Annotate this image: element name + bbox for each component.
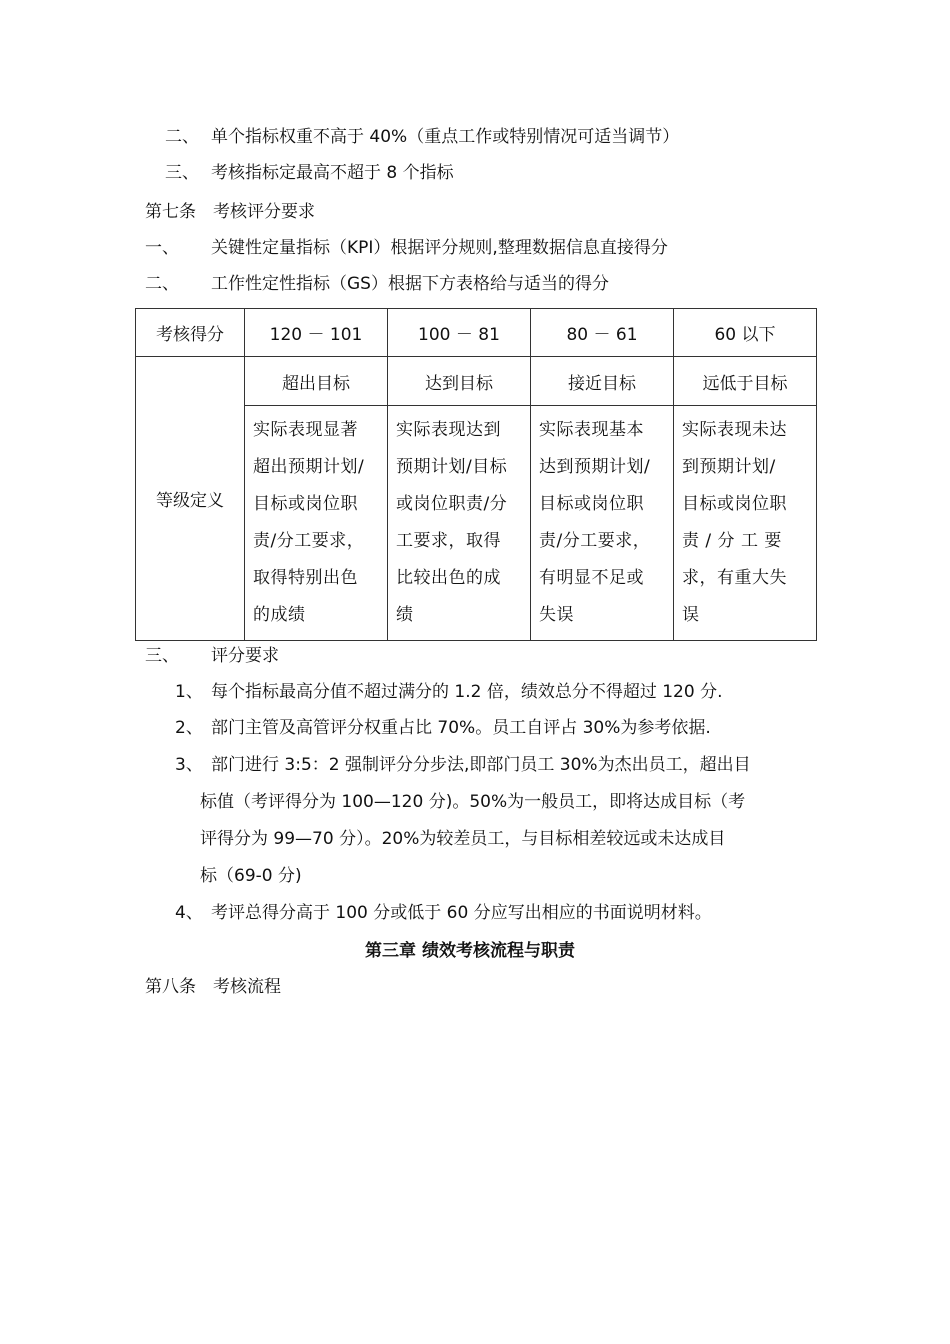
level-cell: 达到目标 bbox=[388, 357, 531, 406]
scoring-item-3-continuation: 评得分为 99—70 分）。20%为较差员工，与目标相差较远或未达成目 bbox=[200, 829, 726, 849]
scoring-item-1 bbox=[175, 680, 723, 704]
scoring-item-3-continuation: 标（69-0 分) bbox=[200, 866, 302, 886]
article-7-heading: 第七条 考核评分要求 bbox=[145, 202, 315, 222]
scoring-item-text: 部门进行 3:5：2 强制评分分步法,即部门员工 30%为杰出员工，超出目 bbox=[211, 755, 751, 775]
description-line: 责/分工要求， bbox=[539, 531, 651, 551]
description-line: 目标或岗位职 bbox=[539, 494, 644, 514]
grade-table bbox=[135, 308, 817, 641]
description-line: 实际表现未达 bbox=[682, 420, 787, 440]
range-cell: 60 以下 bbox=[674, 309, 817, 357]
description-line: 实际表现基本 bbox=[539, 420, 644, 440]
header-label-cell: 考核得分 bbox=[136, 309, 245, 357]
description-line: 求，有重大失 bbox=[682, 568, 787, 588]
description-cell bbox=[245, 406, 388, 641]
article-8-heading: 第八条 考核流程 bbox=[145, 977, 281, 997]
description-line: 失误 bbox=[539, 605, 574, 625]
description-line: 有明显不足或 bbox=[539, 568, 644, 588]
description-cell bbox=[674, 406, 817, 641]
description-line: 取得特别出色 bbox=[253, 568, 358, 588]
range-cell: 80 － 61 bbox=[531, 309, 674, 357]
scoring-item-number: 1、 bbox=[175, 682, 203, 702]
level-cell: 接近目标 bbox=[531, 357, 674, 406]
article-7-item-2 bbox=[145, 272, 609, 296]
level-cell: 远低于目标 bbox=[674, 357, 817, 406]
description-line: 责/分工要求， bbox=[253, 531, 365, 551]
table-row bbox=[136, 309, 817, 357]
range-cell: 100 － 81 bbox=[388, 309, 531, 357]
description-line: 目标或岗位职 bbox=[253, 494, 358, 514]
scoring-item-number: 3、 bbox=[175, 755, 203, 775]
intro-item-number: 二、 bbox=[165, 127, 199, 147]
scoring-item-3-continuation: 标值（考评得分为 100—120 分)。50%为一般员工，即将达成目标（考 bbox=[200, 792, 746, 812]
scoring-item-4 bbox=[175, 901, 712, 925]
description-line: 比较出色的成 bbox=[396, 568, 501, 588]
description-line: 或岗位职责/分 bbox=[396, 494, 508, 514]
description-line: 实际表现达到 bbox=[396, 420, 501, 440]
description-line: 预期计划/目标 bbox=[396, 457, 508, 477]
scoring-item-text: 考评总得分高于 100 分或低于 60 分应写出相应的书面说明材料。 bbox=[211, 903, 712, 923]
description-cell bbox=[388, 406, 531, 641]
description-line: 目标或岗位职 bbox=[682, 494, 787, 514]
table-row bbox=[136, 357, 817, 406]
intro-item-number: 三、 bbox=[165, 163, 199, 183]
range-cell: 120 － 101 bbox=[245, 309, 388, 357]
article-7-item-number: 一、 bbox=[145, 238, 179, 258]
article-7-item-1 bbox=[145, 236, 668, 260]
scoring-item-number: 2、 bbox=[175, 718, 203, 738]
intro-item-3 bbox=[165, 161, 454, 185]
article-7-item-text: 关键性定量指标（KPI）根据评分规则,整理数据信息直接得分 bbox=[211, 238, 668, 258]
scoring-heading bbox=[145, 644, 279, 668]
description-line: 工要求，取得 bbox=[396, 531, 501, 551]
scoring-title: 评分要求 bbox=[211, 646, 279, 666]
description-line: 实际表现显著 bbox=[253, 420, 358, 440]
intro-item-text: 单个指标权重不高于 40%（重点工作或特别情况可适当调节） bbox=[211, 127, 680, 147]
description-line: 超出预期计划/ bbox=[253, 457, 365, 477]
description-cell bbox=[531, 406, 674, 641]
intro-item-2 bbox=[165, 125, 679, 149]
level-cell: 超出目标 bbox=[245, 357, 388, 406]
scoring-item-text: 每个指标最高分值不超过满分的 1.2 倍，绩效总分不得超过 120 分. bbox=[211, 682, 723, 702]
description-line: 的成绩 bbox=[253, 605, 306, 625]
scoring-item-2 bbox=[175, 716, 711, 740]
intro-item-text: 考核指标定最高不超于 8 个指标 bbox=[211, 163, 454, 183]
article-7-item-text: 工作性定性指标（GS）根据下方表格给与适当的得分 bbox=[211, 274, 609, 294]
description-line: 绩 bbox=[396, 605, 414, 625]
description-line: 到预期计划/ bbox=[682, 457, 776, 477]
scoring-item-3 bbox=[175, 753, 751, 777]
description-line: 达到预期计划/ bbox=[539, 457, 651, 477]
article-7-item-number: 二、 bbox=[145, 274, 179, 294]
scoring-item-number: 4、 bbox=[175, 903, 203, 923]
scoring-number: 三、 bbox=[145, 646, 179, 666]
row-label-cell: 等级定义 bbox=[136, 357, 245, 641]
scoring-item-text: 部门主管及高管评分权重占比 70%。员工自评占 30%为参考依据. bbox=[211, 718, 711, 738]
chapter-3-heading: 第三章 绩效考核流程与职责 bbox=[365, 941, 575, 961]
description-line: 误 bbox=[682, 605, 700, 625]
description-line: 责 / 分 工 要 bbox=[682, 531, 782, 551]
